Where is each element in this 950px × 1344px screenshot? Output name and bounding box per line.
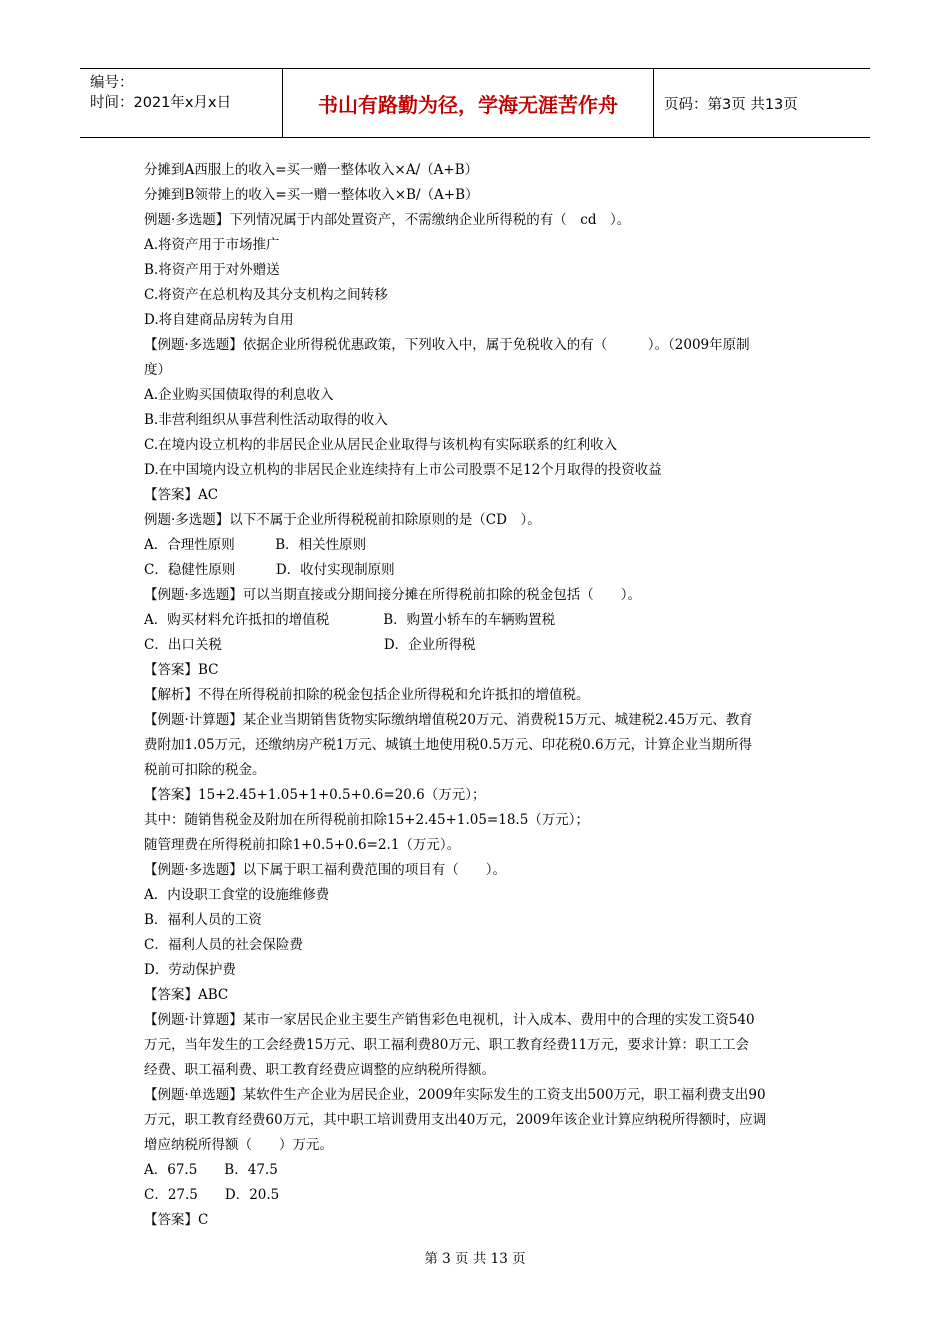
text-line: B.非营利组织从事营利性活动取得的收入: [144, 412, 388, 428]
text-line: 增应纳税所得额（ ）万元。: [144, 1137, 333, 1153]
text-line: A.将资产用于市场推广: [144, 237, 280, 253]
text-line: 例题·多选题】以下不属于企业所得税税前扣除原则的是（CD ）。: [144, 512, 541, 528]
text-line: 其中：随销售税金及附加在所得税前扣除15+2.45+1.05=18.5（万元）；: [144, 812, 590, 828]
document-time-label: 时间：2021年x月x日: [90, 95, 232, 111]
text-line: A．购买材料允许抵扣的增值税 B．购置小轿车的车辆购置税: [144, 612, 556, 628]
text-line: B．福利人员的工资: [144, 912, 262, 928]
text-line: A．内设职工食堂的设施维修费: [144, 887, 330, 903]
text-line: 【答案】AC: [144, 487, 219, 503]
text-line: 万元，当年发生的工会经费15万元、职工福利费80万元、职工教育经费11万元，要求计算：职工工会: [144, 1037, 750, 1053]
text-line: 【例题·单选题】某软件生产企业为居民企业，2009年实际发生的工资支出500万元，职工福利费支出90: [144, 1087, 766, 1103]
header-meta: [80, 69, 282, 137]
text-line: D.在中国境内设立机构的非居民企业连续持有上市公司股票不足12个月取得的投资收益: [144, 462, 662, 478]
header-motto: 书山有路勤为径，学海无涯苦作舟: [282, 69, 654, 137]
text-line: C．稳健性原则 D．收付实现制原则: [144, 562, 395, 578]
text-line: 例题·多选题】下列情况属于内部处置资产，不需缴纳企业所得税的有（ cd ）。: [144, 212, 631, 228]
text-line: B.将资产用于对外赠送: [144, 262, 280, 278]
text-line: D.将自建商品房转为自用: [144, 312, 294, 328]
text-line: 随管理费在所得税前扣除1+0.5+0.6=2.1（万元）。: [144, 837, 461, 853]
text-line: C.在境内设立机构的非居民企业从居民企业取得与该机构有实际联系的红利收入: [144, 437, 618, 453]
text-line: C．出口关税 D．企业所得税: [144, 637, 476, 653]
text-line: 【例题·多选题】依据企业所得税优惠政策，下列收入中，属于免税收入的有（ ）。（2009年原制: [144, 337, 750, 353]
text-line: 分摊到B领带上的收入=买一赠一整体收入×B/（A+B）: [144, 187, 479, 203]
text-line: 【答案】C: [144, 1212, 209, 1228]
text-line: 【解析】不得在所得税前扣除的税金包括企业所得税和允许抵扣的增值税。: [144, 687, 590, 703]
text-line: C．27.5 D．20.5: [144, 1187, 280, 1203]
text-line: C．福利人员的社会保险费: [144, 937, 303, 953]
text-line: 【例题·多选题】以下属于职工福利费范围的项目有（ ）。: [144, 862, 507, 878]
text-line: A.企业购买国债取得的利息收入: [144, 387, 334, 403]
text-line: 【答案】BC: [144, 662, 219, 678]
text-line: 度）: [144, 362, 171, 378]
text-line: 【例题·多选题】可以当期直接或分期间接分摊在所得税前扣除的税金包括（ ）。: [144, 587, 642, 603]
text-line: 【例题·计算题】某市一家居民企业主要生产销售彩色电视机，计入成本、费用中的合理的实发工资540: [144, 1012, 755, 1028]
text-line: 万元，职工教育经费60万元，其中职工培训费用支出40万元，2009年该企业计算应纳税所得额时，应调: [144, 1112, 767, 1128]
text-line: A．合理性原则 B．相关性原则: [144, 537, 367, 553]
text-line: A．67.5 B．47.5: [144, 1162, 278, 1178]
text-line: 【例题·计算题】某企业当期销售货物实际缴纳增值税20万元、消费税15万元、城建税2.45万元、教育: [144, 712, 753, 728]
text-line: 税前可扣除的税金。: [144, 762, 266, 778]
document-body: [144, 158, 812, 1233]
text-line: 经费、职工福利费、职工教育经费应调整的应纳税所得额。: [144, 1062, 495, 1078]
text-line: C.将资产在总机构及其分支机构之间转移: [144, 287, 388, 303]
page-footer: 第 3 页 共 13 页: [424, 1251, 526, 1267]
text-line: 分摊到A西服上的收入=买一赠一整体收入×A/（A+B）: [144, 162, 479, 178]
page-header: [80, 68, 870, 138]
text-line: 【答案】ABC: [144, 987, 229, 1003]
text-line: 【答案】15+2.45+1.05+1+0.5+0.6=20.6（万元）；: [144, 787, 486, 803]
document-number-label: 编号：: [90, 75, 134, 91]
text-line: 费附加1.05万元，还缴纳房产税1万元、城镇土地使用税0.5万元、印花税0.6万元，计算企业当期所得: [144, 737, 753, 753]
header-page-number: 页码：第3页 共13页: [664, 96, 798, 113]
text-line: D．劳动保护费: [144, 962, 236, 978]
